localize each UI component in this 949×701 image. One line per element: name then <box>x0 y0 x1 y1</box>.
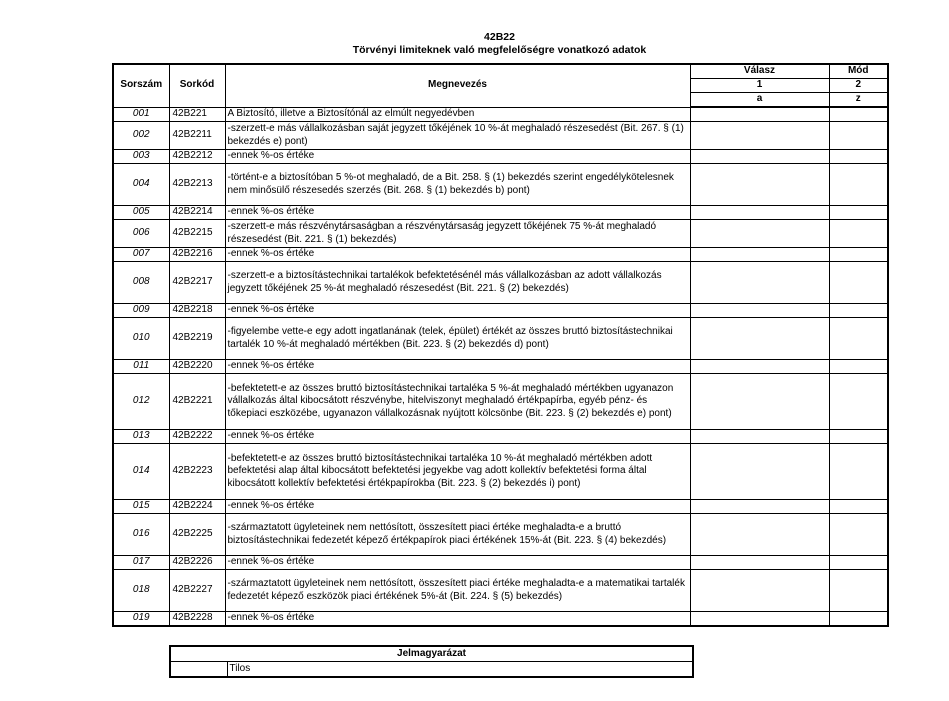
row-sorkod: 42B2224 <box>169 500 225 514</box>
row-megnevezes: -ennek %-os értéke <box>225 248 690 262</box>
row-mod-cell[interactable] <box>829 206 888 220</box>
row-megnevezes: -ennek %-os értéke <box>225 556 690 570</box>
row-valasz-cell[interactable] <box>690 164 829 206</box>
table-row <box>113 248 888 262</box>
row-sorszam: 011 <box>113 360 169 374</box>
row-mod-cell[interactable] <box>829 514 888 556</box>
row-megnevezes: A Biztosító, illetve a Biztosítónál az elmúlt negyedévben <box>225 107 690 122</box>
header-mod-number: 2 <box>829 79 888 93</box>
table-row <box>113 556 888 570</box>
legend-item: Tilos <box>227 662 693 678</box>
row-sorkod: 42B2218 <box>169 304 225 318</box>
row-sorszam: 019 <box>113 612 169 627</box>
row-valasz-cell[interactable] <box>690 556 829 570</box>
row-valasz-cell[interactable] <box>690 430 829 444</box>
table-row <box>113 164 888 206</box>
row-sorszam: 006 <box>113 220 169 248</box>
row-valasz-cell[interactable] <box>690 107 829 122</box>
row-sorkod: 42B2212 <box>169 150 225 164</box>
header-mod: Mód <box>829 64 888 79</box>
row-sorkod: 42B2217 <box>169 262 225 304</box>
table-row <box>113 430 888 444</box>
row-mod-cell[interactable] <box>829 304 888 318</box>
row-valasz-cell[interactable] <box>690 514 829 556</box>
row-valasz-cell[interactable] <box>690 500 829 514</box>
row-sorszam: 017 <box>113 556 169 570</box>
table-row <box>113 360 888 374</box>
row-mod-cell[interactable] <box>829 248 888 262</box>
table-row <box>113 318 888 360</box>
table-row <box>113 374 888 430</box>
row-mod-cell[interactable] <box>829 318 888 360</box>
row-megnevezes: -ennek %-os értéke <box>225 150 690 164</box>
legend-table <box>169 645 694 678</box>
row-sorszam: 018 <box>113 570 169 612</box>
row-sorkod: 42B2215 <box>169 220 225 248</box>
header-sorszam: Sorszám <box>113 64 169 107</box>
header-sorkod: Sorkód <box>169 64 225 107</box>
form-code: 42B22 <box>484 31 515 43</box>
row-mod-cell[interactable] <box>829 556 888 570</box>
row-sorkod: 42B2223 <box>169 444 225 500</box>
row-megnevezes: -szerzett-e a biztosítástechnikai tartalékok befektetésénél más vállalkozásban az adott vállalkozás jegyzett tőkéjének 25 %-át meghaladó részesedést (Bit. 221. § (2) bekezdés) <box>225 262 690 304</box>
form-title: Törvényi limiteknek való megfelelőségre vonatkozó adatok <box>352 44 647 56</box>
row-mod-cell[interactable] <box>829 612 888 627</box>
row-sorkod: 42B2222 <box>169 430 225 444</box>
row-sorszam: 002 <box>113 122 169 150</box>
row-valasz-cell[interactable] <box>690 206 829 220</box>
row-valasz-cell[interactable] <box>690 220 829 248</box>
header-megnevezes: Megnevezés <box>225 64 690 107</box>
row-sorszam: 005 <box>113 206 169 220</box>
row-mod-cell[interactable] <box>829 150 888 164</box>
table-row <box>113 107 888 122</box>
table-row <box>113 206 888 220</box>
table-row <box>113 514 888 556</box>
row-sorszam: 007 <box>113 248 169 262</box>
row-sorkod: 42B2221 <box>169 374 225 430</box>
header-mod-letter: z <box>829 93 888 108</box>
row-valasz-cell[interactable] <box>690 374 829 430</box>
row-valasz-cell[interactable] <box>690 444 829 500</box>
row-mod-cell[interactable] <box>829 262 888 304</box>
table-row <box>113 500 888 514</box>
row-mod-cell[interactable] <box>829 444 888 500</box>
row-megnevezes: -történt-e a biztosítóban 5 %-ot meghaladó, de a Bit. 258. § (1) bekezdés szerint engedélykötelesnek nem minősülő részesedés szerzés (Bit. 268. § (1) bekezdés b) pont) <box>225 164 690 206</box>
row-megnevezes: -ennek %-os értéke <box>225 612 690 627</box>
legend-title: Jelmagyarázat <box>170 646 693 662</box>
row-megnevezes: -ennek %-os értéke <box>225 304 690 318</box>
legend-swatch <box>170 662 227 678</box>
row-megnevezes: -ennek %-os értéke <box>225 500 690 514</box>
row-sorszam: 013 <box>113 430 169 444</box>
row-mod-cell[interactable] <box>829 360 888 374</box>
row-sorkod: 42B2226 <box>169 556 225 570</box>
row-valasz-cell[interactable] <box>690 360 829 374</box>
row-valasz-cell[interactable] <box>690 122 829 150</box>
data-table <box>112 63 889 627</box>
row-sorkod: 42B2213 <box>169 164 225 206</box>
row-sorszam: 001 <box>113 107 169 122</box>
table-body <box>113 107 888 626</box>
table-row <box>113 612 888 627</box>
header-valasz-number: 1 <box>690 79 829 93</box>
row-megnevezes: -ennek %-os értéke <box>225 206 690 220</box>
table-row <box>113 570 888 612</box>
row-valasz-cell[interactable] <box>690 150 829 164</box>
row-valasz-cell[interactable] <box>690 318 829 360</box>
row-valasz-cell[interactable] <box>690 262 829 304</box>
row-sorkod: 42B2227 <box>169 570 225 612</box>
row-mod-cell[interactable] <box>829 107 888 122</box>
row-sorkod: 42B2220 <box>169 360 225 374</box>
row-mod-cell[interactable] <box>829 220 888 248</box>
row-sorszam: 012 <box>113 374 169 430</box>
table-row <box>113 150 888 164</box>
row-mod-cell[interactable] <box>829 570 888 612</box>
row-mod-cell[interactable] <box>829 122 888 150</box>
row-mod-cell[interactable] <box>829 430 888 444</box>
row-mod-cell[interactable] <box>829 500 888 514</box>
row-sorszam: 003 <box>113 150 169 164</box>
row-megnevezes: -befektetett-e az összes bruttó biztosítástechnikai tartaléka 5 %-át meghaladó mértékben ugyanazon vállalkozás által kibocsátott részvénybe, hitelviszonyt meghaladó értékpapírba, egyéb pénz- és tőkepiaci eszközébe, ugyanazon vállalkozásnak nyújtott kölcsönbe (Bit. 223. § (2) bekezdés e) pont) <box>225 374 690 430</box>
row-sorszam: 008 <box>113 262 169 304</box>
row-sorkod: 42B2211 <box>169 122 225 150</box>
row-valasz-cell[interactable] <box>690 248 829 262</box>
table-row <box>113 220 888 248</box>
row-sorszam: 015 <box>113 500 169 514</box>
header-valasz: Válasz <box>690 64 829 79</box>
row-sorszam: 009 <box>113 304 169 318</box>
row-sorkod: 42B221 <box>169 107 225 122</box>
row-megnevezes: -származtatott ügyleteinek nem nettósított, összesített piaci értéke meghaladta-e a matematikai tartalék fedezetét képező eszközök piaci értékének 5%-át (Bit. 224. § (5) bekezdés) <box>225 570 690 612</box>
header-valasz-letter: a <box>690 93 829 108</box>
row-sorkod: 42B2225 <box>169 514 225 556</box>
row-sorszam: 016 <box>113 514 169 556</box>
row-sorkod: 42B2228 <box>169 612 225 627</box>
row-megnevezes: -ennek %-os értéke <box>225 430 690 444</box>
table-row <box>113 122 888 150</box>
row-megnevezes: -befektetett-e az összes bruttó biztosítástechnikai tartaléka 10 %-át meghaladó mértékben adott befektetési alap által kibocsátott befektetési jegyekbe vag adott kollektív befektetési forma által kibocsátott kollektív befektetési értékpapírokba (Bit. 223. § (2) bekezdés i) pont) <box>225 444 690 500</box>
row-megnevezes: -szerzett-e más vállalkozásban saját jegyzett tőkéjének 10 %-át meghaladó részesedést (Bit. 267. § (1) bekezdés e) pont) <box>225 122 690 150</box>
row-mod-cell[interactable] <box>829 164 888 206</box>
row-megnevezes: -figyelembe vette-e egy adott ingatlanának (telek, épület) értékét az összes bruttó biztosítástechnikai tartalék 10 %-át meghaladó mértékben (Bit. 223. § (2) bekezdés d) pont) <box>225 318 690 360</box>
row-megnevezes: -származtatott ügyleteinek nem nettósított, összesített piaci értéke meghaladta-e a bruttó biztosítástechnikai fedezetét képező értékpapírok piaci értékének 15%-át (Bit. 223. § (4) bekezdés) <box>225 514 690 556</box>
row-sorszam: 010 <box>113 318 169 360</box>
table-row <box>113 304 888 318</box>
table-row <box>113 262 888 304</box>
row-sorkod: 42B2219 <box>169 318 225 360</box>
row-megnevezes: -ennek %-os értéke <box>225 360 690 374</box>
row-mod-cell[interactable] <box>829 374 888 430</box>
row-sorkod: 42B2214 <box>169 206 225 220</box>
table-row <box>113 444 888 500</box>
row-valasz-cell[interactable] <box>690 304 829 318</box>
row-megnevezes: -szerzett-e más részvénytársaságban a részvénytársaság jegyzett tőkéjének 75 %-át meghaladó részesedést (Bit. 221. § (1) bekezdés) <box>225 220 690 248</box>
row-valasz-cell[interactable] <box>690 612 829 627</box>
row-sorkod: 42B2216 <box>169 248 225 262</box>
row-sorszam: 014 <box>113 444 169 500</box>
row-valasz-cell[interactable] <box>690 570 829 612</box>
row-sorszam: 004 <box>113 164 169 206</box>
